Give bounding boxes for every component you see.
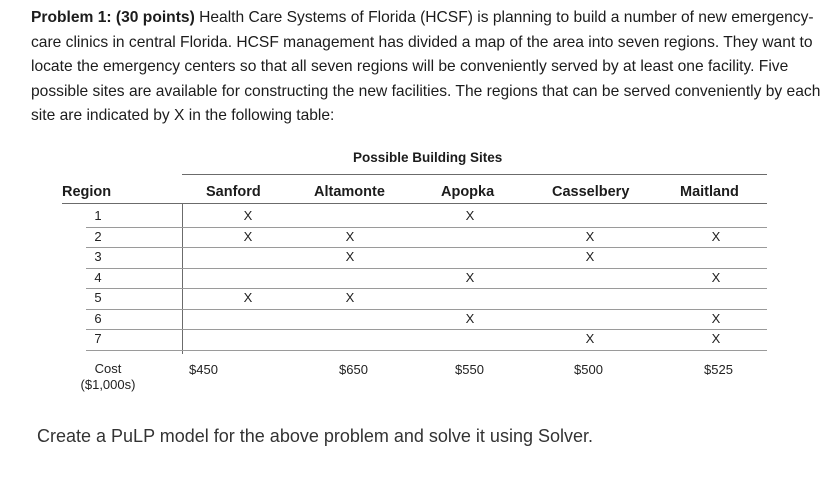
question-prompt: Create a PuLP model for the above problem and solve it using Solver.	[37, 426, 593, 446]
region-cell: 4	[94, 269, 102, 285]
region-cell: 2	[94, 228, 102, 244]
coverage-mark-sanford: X	[243, 290, 253, 305]
cost-label-line1: Cost	[94, 361, 122, 376]
region-cell: 3	[94, 249, 102, 264]
header-altamonte: Altamonte	[314, 184, 385, 200]
cost-maitland: $525	[704, 362, 733, 377]
coverage-mark-apopka: X	[465, 269, 475, 285]
coverage-mark-maitland: X	[711, 269, 721, 285]
coverage-mark-maitland: X	[711, 331, 721, 346]
cost-altamonte: $650	[339, 362, 368, 377]
row-divider	[86, 288, 767, 289]
row-divider	[86, 329, 767, 330]
region-cell: 7	[94, 331, 102, 346]
header-sanford: Sanford	[206, 184, 261, 200]
header-apopka: Apopka	[441, 184, 495, 200]
problem-statement	[31, 6, 826, 129]
header-region: Region	[62, 184, 112, 200]
coverage-mark-casselbery: X	[585, 228, 595, 244]
problem-text: Health Care Systems of Florida (HCSF) is planning to build a number of new emergency-care clinics in central Florida. HCSF management has divided a map of the area into seven regions. They want to locate the emergency centers so that all seven regions will be conveniently served by at least one facility. Five possible sites are available for constructing the new facilities. The regions that can be served conveniently by each site are indicated by X in the following table:	[31, 9, 821, 125]
row-divider	[86, 268, 767, 269]
region-cell: 5	[94, 290, 102, 305]
problem-title: Problem 1: (30 points)	[31, 9, 195, 26]
coverage-mark-casselbery: X	[585, 249, 595, 264]
row-divider	[86, 350, 767, 351]
coverage-mark-sanford: X	[243, 208, 253, 223]
caption-underline	[182, 174, 767, 175]
coverage-mark-apopka: X	[465, 310, 475, 326]
cost-casselbery: $500	[574, 362, 603, 377]
header-casselbery: Casselbery	[552, 184, 630, 200]
region-column-border	[182, 203, 183, 354]
coverage-mark-maitland: X	[711, 310, 721, 326]
coverage-mark-maitland: X	[711, 228, 721, 244]
coverage-mark-altamonte: X	[345, 228, 355, 244]
coverage-mark-altamonte: X	[345, 290, 355, 305]
region-cell: 6	[94, 310, 102, 326]
coverage-mark-sanford: X	[243, 228, 253, 244]
table-caption: Possible Building Sites	[353, 150, 503, 165]
row-divider	[86, 309, 767, 310]
coverage-mark-apopka: X	[465, 208, 475, 223]
header-underline	[62, 203, 767, 204]
cost-sanford: $450	[189, 362, 218, 377]
region-cell: 1	[94, 208, 102, 223]
header-maitland: Maitland	[680, 184, 739, 200]
cost-label-line2: ($1,000s)	[80, 377, 136, 392]
coverage-mark-casselbery: X	[585, 331, 595, 346]
cost-apopka: $550	[455, 362, 484, 377]
row-divider	[86, 247, 767, 248]
cost-label	[62, 361, 154, 393]
coverage-mark-altamonte: X	[345, 249, 355, 264]
row-divider	[86, 227, 767, 228]
